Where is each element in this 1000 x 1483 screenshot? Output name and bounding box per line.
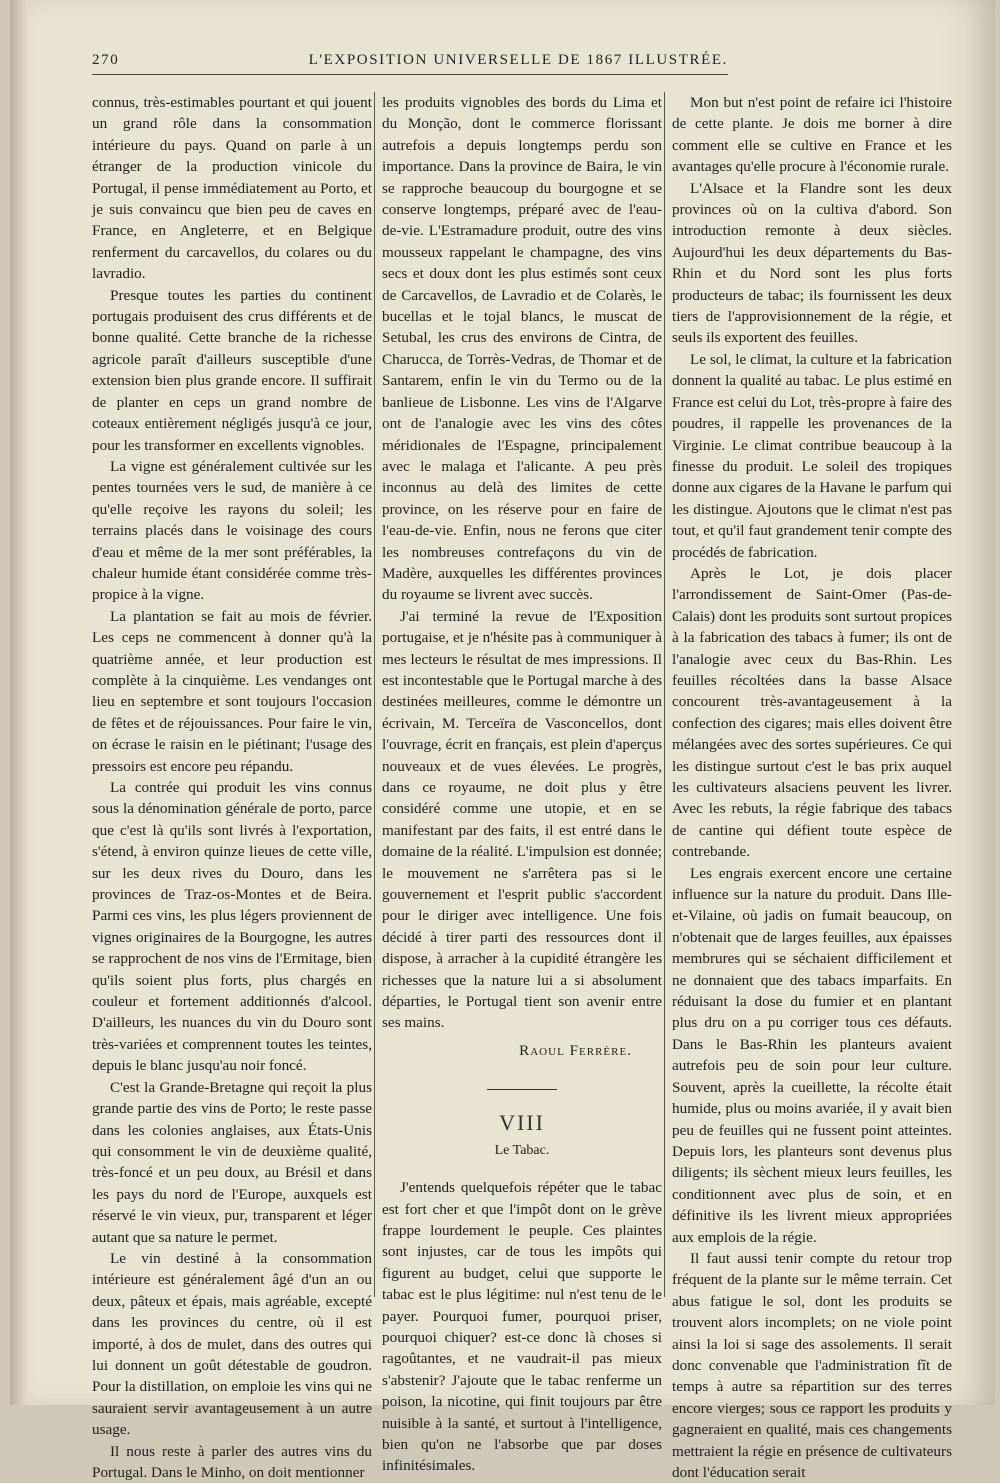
page-header	[92, 52, 728, 74]
paragraph: J'entends quelquefois répéter que le tabac est fort cher et que l'impôt dont on le grève frappe lourdement le peuple. Ces plaintes sont injustes, car de tous les impôts qui figurent au budget, celui que supporte le tabac est le plus légitime: nul n'est tenu de le payer. Pourquoi fumer, pourquoi priser, pourquoi chiquer? est-ce donc là choses si ragoûtantes, et ne vaudrait-il pas mieux s'abstenir? J'ajoute que le tabac renferme un poison, la nicotine, qui finit toujours par être nuisible à la santé, et surtout à l'intelligence, bien qu'on ne l'absorbe que par doses infinitésimales.	[382, 1179, 662, 1475]
page-number: 270	[92, 52, 120, 68]
section-title: Le Tabac.	[494, 1142, 550, 1158]
author-signature: Raoul Ferrère.	[519, 1041, 632, 1059]
column-divider	[374, 92, 375, 1297]
paragraph: Il nous reste à parler des autres vins du Portugal. Dans le Minho, on doit mentionner	[92, 1442, 372, 1481]
paragraph: Il faut aussi tenir compte du retour trop fréquent de la plante sur le même terrain. Cet abus fatigue le sol, dont les produits se trouvent alors incomplets; on ne viole point ainsi la loi si sage des assolements. Il serait donc convenable que l'administration fît de temps à autre sa répartition sur des terres encore vierges; sous ce rapport les produits y gagneraient en qualité, mais ces changements mettraient la régie en présence de cultivateurs dont l'éducation serait	[672, 1249, 952, 1481]
paragraph: Le sol, le climat, la culture et la fabrication donnent la qualité au tabac. Le plus estimé en France est celui du Lot, très-propre à faire des poudres, il rappelle les provenances de la Virginie. Le climat contribue beaucoup à la finesse du produit. Le soleil des tropiques donne aux cigares de la Havane le parfum qui les distingue. Ajoutons que le climat n'est pas tout, et qu'il faut grandement tenir compte des procédés de fabrication.	[672, 350, 952, 561]
paragraph: les produits vignobles des bords du Lima et du Monção, dont le commerce florissant autrefois a depuis longtemps perdu son importance. Dans la province de Baira, le vin se rapproche beaucoup du bourgogne et se conserve longtemps, préparé avec de l'eau-de-vie. L'Estramadure produit, outre des vins mousseux rappelant le champagne, des vins secs et doux dont les plus estimés sont ceux de Carcavellos, de Lavradio et de Colarès, le bucellas et le tojal blancs, le muscat de Setubal, les crus des environs de Cintra, de Charucca, de Torrès-Vedras, de Thomar et de Santarem, enfin le vin du Termo ou de la banlieue de Lisbonne. Les vins de l'Algarve ont de l'analogie avec les vins des côtes méridionales de l'Espagne, principalement avec le malaga et l'alicante. A peu près inconnus au delà des limites de cette province, on les réserve pour en faire de l'eau-de-vie. Enfin, nous ne ferons que citer les nombreuses contrefaçons du vin de Madère, auxquelles les différentes provinces du royaume se livrent avec succès.	[382, 94, 662, 604]
section-numeral: VIII	[499, 1110, 545, 1136]
paragraph: La contrée qui produit les vins connus sous la dénomination générale de porto, parce que c'est là qu'ils sont livrés à l'exportation, s'étend, à environ quinze lieues de cette ville, sur les deux rives du Douro, dans les provinces de Traz-os-Montes et de Beira. Parmi ces vins, les plus légers proviennent de vignes originaires de la Bourgogne, les autres se rapprochent de nos vins de l'Ermitage, bien qu'ils soient plus forts, plus chargés en couleur et fortement additionnés d'alcool. D'ailleurs, les nuances du vin du Douro sont très-variées et comprennent toutes les teintes, depuis le blanc jusqu'au noir foncé.	[92, 779, 372, 1075]
column-2	[382, 92, 662, 1477]
paragraph: La vigne est généralement cultivée sur les pentes tournées vers le sud, de manière à ce qu'elle reçoive les rayons du soleil; les terrains placés dans le voisinage des cours d'eau et même de la mer sont préférables, la chaleur humide étant considérée comme très-propice à la vigne.	[92, 457, 372, 604]
paragraph: Après le Lot, je dois placer l'arrondissement de Saint-Omer (Pas-de-Calais) dont les produits sont surtout propices à la fabrication des tabacs à fumer; ils ont de l'analogie avec ceux du Bas-Rhin. Les feuilles récoltées dans la basse Alsace concourent très-avantageusement à la confection des cigares; mais elles doivent être mélangées avec des sortes supérieures. Ce qui les distingue surtout c'est le bas prix auquel les cultivateurs alsaciens peuvent les livrer. Avec les rebuts, la régie fabrique des tabacs de cantine qui défient toute espèce de contrebande.	[672, 564, 952, 861]
column-1	[92, 92, 372, 1483]
paragraph: L'Alsace et la Flandre sont les deux provinces où on la cultiva d'abord. Son introduction remonte à deux siècles. Aujourd'hui les deux départements du Bas-Rhin et du Nord sont les plus forts producteurs de tabac; ils fournissent les deux tiers de l'approvisionnement de la régie, et seuls ils exportent des feuilles.	[672, 179, 952, 347]
paragraph: J'ai terminé la revue de l'Exposition portugaise, et je n'hésite pas à communiquer à mes lecteurs le résultat de mes impressions. Il est incontestable que le Portugal marche à des destinées meilleures, comme le démontre un écrivain, M. Terceïra de Vasconcellos, dont l'ouvrage, écrit en français, est plein d'aperçus nouveaux et de vues élevées. Le progrès, dans ce royaume, ne doit plus y être considéré comme une utopie, et en se manifestant par des faits, il est entré dans le domaine de la réalité. L'impulsion est donnée; le mouvement ne s'arrêtera pas si le gouvernement et l'esprit public s'accordent pour le diriger avec intelligence. Une fois décidé à tirer parti des ressources dont il dispose, à arracher à la cupidité étrangère les richesses que la nature lui a si absolument départies, le Portugal tient son avenir entre ses mains.	[382, 607, 662, 1032]
column-divider	[664, 92, 665, 1297]
paragraph: connus, très-estimables pourtant et qui jouent un grand rôle dans la consommation intérieure du pays. Quand on parle à un étranger de la production vinicole du Portugal, il pense immédiatement au Porto, et je suis convaincu que bien peu de caves en France, en Angleterre, et en Belgique renferment du carcavellos, du colares ou du lavradio.	[92, 94, 372, 283]
paragraph: Les engrais exercent encore une certaine influence sur la nature du produit. Dans Ille-et-Vilaine, où jadis on fumait beaucoup, on n'obtenait que de larges feuilles, aux épaisses membrures qui se séchaient difficilement et ne donnaient que des tabacs imparfaits. En réduisant la dose du fumier et en plantant plus dru on a pu corriger tous ces défauts. Dans le Bas-Rhin les planteurs avaient autrefois peu de soin pour leur culture. Souvent, après la cueillette, la récolte était humide, plus ou moins avariée, il y avait bien peu de feuilles qui ne fussent point atteintes. Depuis lors, les planteurs sont devenus plus diligents; ils sèchent mieux leurs feuilles, les conditionnent avec plus de soin, et en définitive ils les livrent mieux appropriées aux emplois de la régie.	[672, 864, 952, 1246]
paragraph: La plantation se fait au mois de février. Les ceps ne commencent à donner qu'à la quatrième année, et leur production est complète à la cinquième. Les vendanges ont lieu en septembre et sont toujours l'occasion de fêtes et de réjouissances. Pour faire le vin, on écrase le raisin en le piétinant; l'usage des pressoirs est encore peu répandu.	[92, 607, 372, 775]
newspaper-page	[10, 0, 995, 1481]
page-binding-edge	[10, 0, 28, 1405]
header-rule	[92, 74, 728, 75]
section-rule	[487, 1089, 557, 1090]
paragraph: Le vin destiné à la consommation intérieure est généralement âgé d'un an ou deux, pâteux et épais, mais agréable, excepté dans les provinces du centre, où il est importé, à dos de mulet, dans des outres qui lui donnent un goût détestable de goudron. Pour la distillation, on emploie les vins qui ne sauraient servir avantageusement à un autre usage.	[92, 1249, 372, 1439]
paragraph: Presque toutes les parties du continent portugais produisent des crus différents et de bonne qualité. Cette branche de la richesse agricole paraît d'ailleurs susceptible d'une extension bien plus grande encore. Il suffirait de planter en ceps un grand nombre de coteaux entièrement négligés jusqu'à ce jour, pour les transformer en excellents vignobles.	[92, 286, 372, 454]
column-3	[672, 92, 952, 1483]
paragraph: C'est la Grande-Bretagne qui reçoit la plus grande partie des vins de Porto; le reste passe dans les colonies anglaises, aux États-Unis qui consomment le vin de deuxième qualité, très-foncé et un peu doux, au Brésil et dans les pays du nord de l'Europe, auxquels est réservé le vin vieux, pur, transparent et léger autant que sa nature le permet.	[92, 1078, 372, 1246]
running-title: L'EXPOSITION UNIVERSELLE DE 1867 ILLUSTRÉE.	[308, 52, 728, 68]
paragraph: Mon but n'est point de refaire ici l'histoire de cette plante. Je dois me borner à dire comment elle se cultive en France et les avantages qu'elle procure à l'économie rurale.	[672, 94, 952, 176]
